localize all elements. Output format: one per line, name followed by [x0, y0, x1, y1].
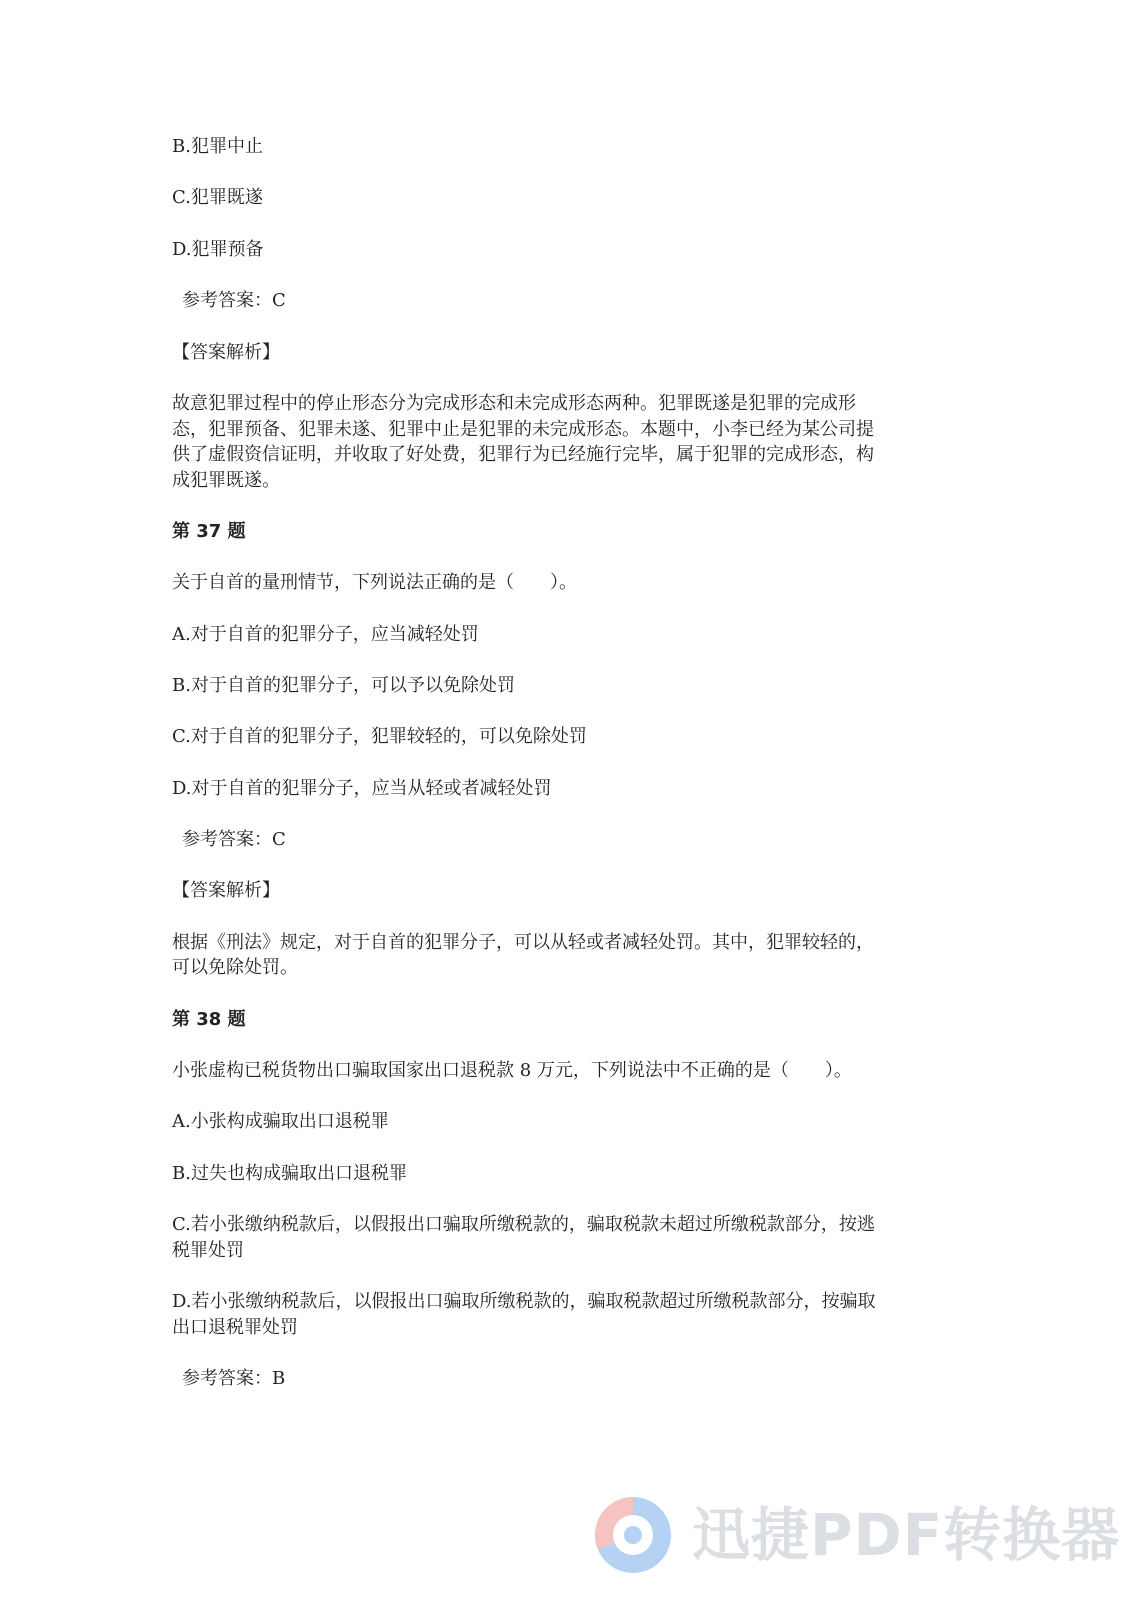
q38-question: 小张虚构已税货物出口骗取国家出口退税款 8 万元，下列说法中不正确的是（ ）。 [172, 1060, 852, 1081]
q38-option-d-line: 出口退税罪处罚 [172, 1317, 298, 1338]
q37-analysis-line: 可以免除处罚。 [172, 957, 298, 978]
q37-option-d: D.对于自首的犯罪分子，应当从轻或者减轻处罚 [172, 778, 552, 799]
q38-option-a: A.小张构成骗取出口退税罪 [172, 1111, 389, 1132]
q38-option-d-line: D.若小张缴纳税款后，以假报出口骗取所缴税款的，骗取税款超过所缴税款部分，按骗取 [172, 1291, 876, 1312]
q36-analysis-line: 成犯罪既遂。 [172, 470, 280, 491]
q37-option-c: C.对于自首的犯罪分子，犯罪较轻的，可以免除处罚 [172, 726, 587, 747]
q37-option-a: A.对于自首的犯罪分子，应当减轻处罚 [172, 624, 479, 645]
pdf-converter-logo-icon [588, 1490, 678, 1580]
q36-analysis-line: 故意犯罪过程中的停止形态分为完成形态和未完成形态两种。犯罪既遂是犯罪的完成形 [172, 393, 856, 414]
watermark-text: 迅捷PDF转换器 [692, 1501, 1121, 1569]
q38-option-c-line: C.若小张缴纳税款后，以假报出口骗取所缴税款的，骗取税款未超过所缴税款部分，按逃 [172, 1214, 875, 1235]
q38-answer: 参考答案：B [182, 1368, 286, 1389]
q37-question: 关于自首的量刑情节，下列说法正确的是（ ）。 [172, 572, 577, 593]
watermark [588, 1490, 1121, 1590]
q37-analysis-heading: 【答案解析】 [172, 880, 280, 901]
q37-answer: 参考答案：C [182, 829, 286, 850]
document-page [172, 0, 962, 1600]
q36-analysis-line: 态，犯罪预备、犯罪未遂、犯罪中止是犯罪的未完成形态。本题中，小李已经为某公司提 [172, 419, 874, 440]
q38-title: 第 38 题 [172, 1009, 246, 1030]
q36-option-c: C.犯罪既遂 [172, 187, 263, 208]
q37-title: 第 37 题 [172, 521, 246, 542]
q38-option-b: B.过失也构成骗取出口退税罪 [172, 1163, 407, 1184]
q36-analysis-heading: 【答案解析】 [172, 342, 280, 363]
q36-answer: 参考答案：C [182, 290, 286, 311]
q36-option-d: D.犯罪预备 [172, 239, 264, 260]
q36-analysis-line: 供了虚假资信证明，并收取了好处费，犯罪行为已经施行完毕，属于犯罪的完成形态，构 [172, 444, 874, 465]
q37-analysis-line: 根据《刑法》规定，对于自首的犯罪分子，可以从轻或者减轻处罚。其中，犯罪较轻的， [172, 932, 874, 953]
q38-option-c-line: 税罪处罚 [172, 1240, 244, 1261]
q36-option-b: B.犯罪中止 [172, 136, 263, 157]
q37-option-b: B.对于自首的犯罪分子，可以予以免除处罚 [172, 675, 515, 696]
